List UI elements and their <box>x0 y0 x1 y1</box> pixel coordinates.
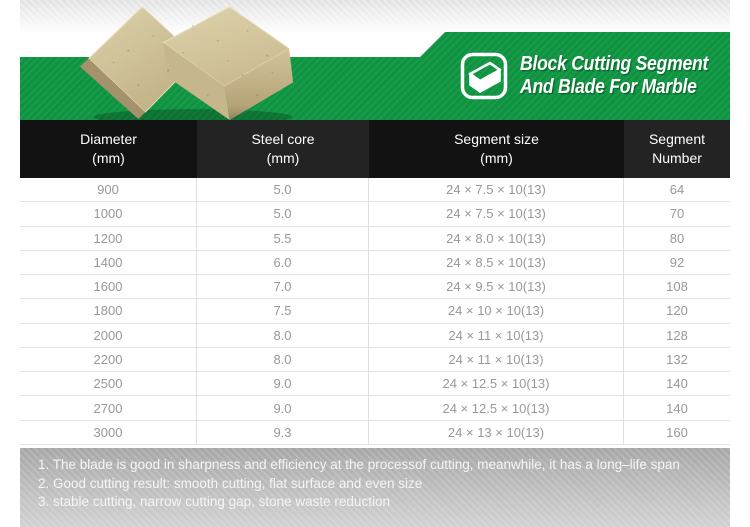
table-row <box>20 421 730 445</box>
table-row <box>20 251 730 275</box>
banner-title-line1: Block Cutting Segment <box>520 53 709 75</box>
table-cell: 24 × 7.5 × 10(13) <box>369 178 624 201</box>
banner-content <box>460 50 734 102</box>
table-cell: 1600 <box>20 275 197 298</box>
table-cell: 24 × 7.5 × 10(13) <box>369 202 624 225</box>
table-cell: 5.5 <box>197 227 369 250</box>
table-cell: 6.0 <box>197 251 369 274</box>
column-header-unit: Number <box>652 150 702 166</box>
table-cell: 7.0 <box>197 275 369 298</box>
table-cell: 3000 <box>20 421 197 444</box>
table-cell: 2500 <box>20 372 197 395</box>
table-cell: 9.0 <box>197 396 369 419</box>
table-row <box>20 178 730 202</box>
table-header <box>20 120 730 178</box>
table-row <box>20 227 730 251</box>
table-cell: 24 × 8.0 × 10(13) <box>369 227 624 250</box>
table-cell: 24 × 8.5 × 10(13) <box>369 251 624 274</box>
block-3d-icon <box>460 52 508 100</box>
table-cell: 2000 <box>20 324 197 347</box>
table-cell: 128 <box>666 327 688 343</box>
column-header-segment-size <box>369 120 624 178</box>
table-cell: 5.0 <box>197 202 369 225</box>
table-cell: 8.0 <box>197 324 369 347</box>
column-header-label: Segment <box>648 131 706 147</box>
table-cell: 1800 <box>20 299 197 322</box>
table-cell: 1400 <box>20 251 197 274</box>
column-header-unit: (mm) <box>92 150 125 166</box>
table-cell: 92 <box>669 254 685 270</box>
table-cell: 24 × 9.5 × 10(13) <box>369 275 624 298</box>
column-header-unit: (mm) <box>266 150 300 166</box>
table-cell: 24 × 13 × 10(13) <box>369 421 624 444</box>
table-cell: 1000 <box>20 202 197 225</box>
table-cell: 108 <box>666 279 688 295</box>
spec-table <box>20 178 730 445</box>
table-cell: 80 <box>669 230 685 246</box>
table-cell: 160 <box>666 424 688 440</box>
table-cell: 5.0 <box>197 178 369 201</box>
table-row <box>20 275 730 299</box>
note-line: 3. stable cutting, narrow cutting gap, stone waste reduction <box>38 494 390 509</box>
table-row <box>20 324 730 348</box>
table-cell: 2200 <box>20 348 197 371</box>
table-row <box>20 299 730 323</box>
note-line: 1. The blade is good in sharpness and efficiency at the processof cutting, meanwhile, it has a long–life span <box>38 457 680 472</box>
banner-title <box>520 53 734 99</box>
column-header-diameter <box>20 120 197 178</box>
table-cell: 70 <box>669 206 685 222</box>
column-header-segment-number <box>624 120 730 178</box>
table-cell: 2700 <box>20 396 197 419</box>
table-row <box>20 202 730 226</box>
table-cell: 24 × 12.5 × 10(13) <box>369 396 624 419</box>
table-cell: 132 <box>666 351 688 367</box>
table-cell: 1200 <box>20 227 197 250</box>
segment-blocks-photo <box>68 1 303 125</box>
column-header-label: Diameter <box>80 131 137 147</box>
table-row <box>20 396 730 420</box>
table-row <box>20 348 730 372</box>
column-header-unit: (mm) <box>480 150 513 166</box>
table-cell: 24 × 11 × 10(13) <box>369 348 624 371</box>
table-cell: 24 × 10 × 10(13) <box>369 299 624 322</box>
table-cell: 140 <box>666 376 688 392</box>
column-header-label: Steel core <box>251 131 315 147</box>
note-line: 2. Good cutting result: smooth cutting, flat surface and even size <box>38 475 423 491</box>
column-header-steel-core <box>197 120 369 178</box>
table-cell: 24 × 12.5 × 10(13) <box>369 372 624 395</box>
table-cell: 7.5 <box>197 299 369 322</box>
table-cell: 900 <box>20 178 197 201</box>
table-cell: 120 <box>666 303 688 319</box>
column-header-label: Segment size <box>454 131 539 147</box>
table-cell: 24 × 11 × 10(13) <box>369 324 624 347</box>
table-cell: 9.3 <box>197 421 369 444</box>
table-cell: 8.0 <box>197 348 369 371</box>
notes-panel <box>20 448 730 527</box>
banner-title-line2: And Blade For Marble <box>520 76 697 98</box>
table-row <box>20 372 730 396</box>
table-cell: 140 <box>666 400 688 416</box>
table-cell: 9.0 <box>197 372 369 395</box>
table-cell: 64 <box>669 182 685 198</box>
